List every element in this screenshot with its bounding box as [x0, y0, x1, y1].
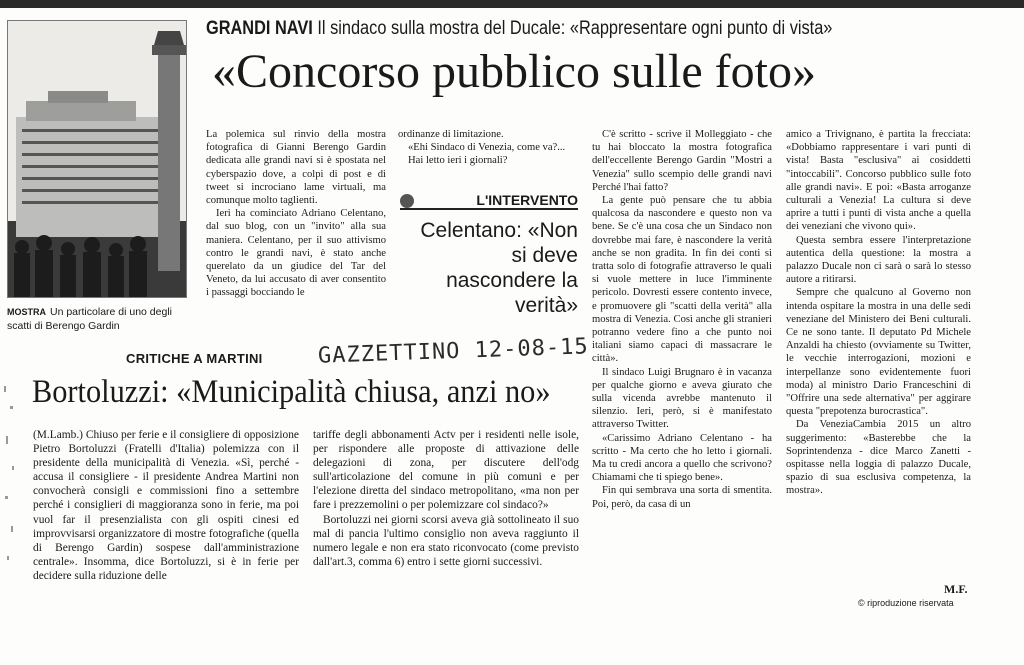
paragraph: amico a Trivignano, è partita la frecciata: «Dobbiamo rappresentare i vari punti di vista! Basta "esclusiva" ai cosiddetti "intoccabili". Concorso pubblico sulle foto alle grandi navi». E poi: «Basta arroganze culturali a Venezia! La cultura si deve aprire a tutti i punti di vista anche a quella dei veneziani che vivono qui». — [786, 129, 971, 233]
paragraph: Il sindaco Luigi Brugnaro è in vacanza per qualche giorno e aveva giurato che sulla vicenda avrebbe mantenuto il silenzio. Ieri, però, si è manifestato attraverso Twitter. — [592, 366, 772, 431]
paragraph: C'è scritto - scrive il Molleggiato - che tu hai bloccato la mostra fotografica dell'eccellente Berengo Gardin "Mostri a Venezia" sullo scempio delle grandi navi Perché l'hai fatto? — [592, 129, 772, 193]
article2-headline: Bortoluzzi: «Municipalità chiusa, anzi no» — [32, 374, 551, 410]
paragraph: ordinanze di limitazione. — [398, 129, 504, 140]
author-signature: M.F. — [944, 582, 968, 596]
page-top-edge — [0, 0, 1024, 8]
caption-text: Un particolare di uno degli scatti di Berengo Gardin — [7, 306, 172, 332]
paragraph: tariffe degli abbonamenti Actv per i residenti nelle isole, per rispondere alle proposte di attivazione delle delegazioni di zona, per discutere dell'odg sull'articolazione del comune in più comuni e per l'elezione diretta del sindaco metropolitano, «ma non per fare i prezzemolini o per polemizzare col sindaco?» — [313, 429, 579, 512]
photo-illustration — [8, 21, 187, 298]
paragraph: Ieri ha cominciato Adriano Celentano, dal suo blog, con un "invito" alla sua maniera. Celentano, per il suo attivismo contro le grandi navi, è stato anche querelato da un giudice del Tar del Veneto, da lui accusato di aver consentito i passaggi bocciando le — [206, 208, 386, 299]
article-column-3 — [592, 128, 772, 511]
paragraph: Sempre che qualcuno al Governo non intenda ospitare la mostra in una delle sedi veneziane del Ministero dei Beni culturali. Ce ne sono tante. Il deputato Pd Michele Anzaldi ha chiesto (ovviamente su Twitter, le vecchie interrogazioni, mozioni e interpellanze sono evidentemente fuori moda) al ministro Dario Franceschini di "Offrire una sede alternativa" per aggirare questa "prepotenza burocrastica". — [786, 287, 971, 418]
kicker-bold: GRANDI NAVI — [206, 18, 313, 39]
article-headline: «Concorso pubblico sulle foto» — [212, 45, 816, 98]
paragraph: Fin qui sembrava una sorta di smentita. Poi, però, da casa di un — [592, 485, 772, 510]
photo-caption — [7, 305, 192, 333]
paragraph: Hai letto ieri i giornali? — [408, 155, 508, 167]
article-column-2 — [398, 128, 578, 168]
paragraph: Questa sembra essere l'interpretazione autentica della questione: la mostra a palazzo Ducale non ci sarà o sarà lo stesso autore a ritirarsi. — [786, 234, 971, 286]
article-column-1 — [206, 128, 386, 300]
cruise-ship-photo — [7, 20, 187, 298]
copyright-note: © riproduzione riservata — [858, 598, 954, 608]
section-dot-icon — [400, 194, 414, 208]
paragraph: (M.Lamb.) Chiuso per ferie e il consigliere di opposizione Pietro Bortoluzzi (Fratelli d'Italia) polemizza con il presidente della municipalità di Venezia. «Sì, perché - accusa il consigliere - il presidente Andrea Martini non convocherà consigli e commissioni fino a settembre perché i consiglieri di maggioranza sono in ferie, ma poi vuol far il presenzialista con gli ospiti cinesi ed improvvisarsi organizzatore di mostre fotografiche (quella di Berengo Gardin) sospese dall'amministrazione centrale». Insomma, dice Bortoluzzi, si è in ferie per decidere sulla riduzione delle — [33, 429, 299, 582]
paragraph: La polemica sul rinvio della mostra fotografica di Gianni Berengo Gardin dedicata alle grandi navi si è spostata nel cyberspazio dove, a colpi di post e di tweet si incrociano lame virtuali, ma comunque molto taglienti. — [206, 129, 386, 207]
intervento-label — [400, 192, 578, 212]
paragraph: La gente può pensare che tu abbia qualcosa da nascondere e questo non va bene. Se c'è una cosa che un Sindaco non dovrebbe mai fare, è nascondere la verità anche se non gradita. In fin dei conti si tratta solo di fotografie attraverso le quali si vuole mettere in luce l'imminente pericolo. Dovresti essere contento invece, e promuovere gli "scatti della verità" alla mostra di Venezia. Così anche gli stranieri potranno vedere fino a che punto noi italiani siamo capaci di massacrare le città». — [592, 195, 772, 365]
paragraph: Da VeneziaCambia 2015 un altro suggerimento: «Basterebbe che la Soprintendenza - dice Marco Zanetti - ospitasse nella loggia di palazzo Ducale, spazio di sua esclusiva competenza, la mostra». — [786, 419, 971, 497]
article-column-4 — [786, 128, 971, 498]
scan-edge-noise — [0, 376, 22, 576]
article2-column-2 — [313, 428, 579, 569]
article-kicker — [206, 18, 907, 40]
handwritten-note: GAZZETTINO 12-08-15 — [317, 334, 590, 369]
article2-kicker: CRITICHE A MARTINI — [126, 351, 263, 366]
paragraph: Bortoluzzi nei giorni scorsi aveva già sottolineato il suo mal di pancia l'ultimo consiglio non aveva raggiunto il numero legale e non era stato riconvocato (come previsto dall'art.3, comma 6) entro i sette giorni successivi. — [313, 513, 579, 568]
kicker-text: Il sindaco sulla mostra del Ducale: «Rappresentare ogni punto di vista» — [317, 18, 833, 39]
pullquote: Celentano: «Non si deve nascondere la verità» — [420, 219, 578, 317]
caption-label: MOSTRA — [7, 307, 46, 317]
intervento-text: L'INTERVENTO — [476, 192, 578, 208]
section-rule — [400, 208, 578, 210]
paragraph: «Ehi Sindaco di Venezia, come va?... — [408, 142, 566, 154]
paragraph: «Carissimo Adriano Celentano - ha scritto - Ma certo che ho letto i giornali. Ma tu credi ancora a quello che scrivono? Chiamami che ti spiego bene». — [592, 432, 772, 484]
article2-column-1 — [33, 428, 299, 583]
